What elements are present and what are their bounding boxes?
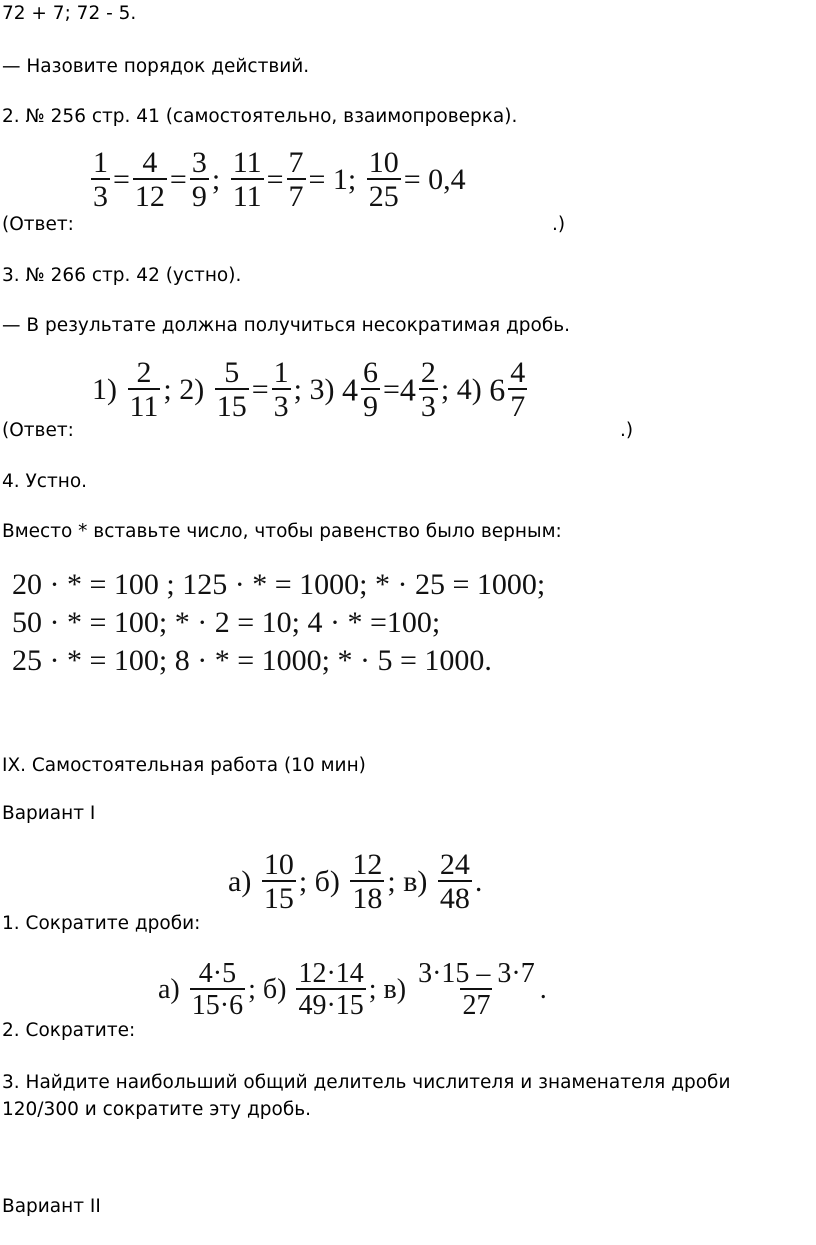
- equation-row: 50 · * = 100; * · 2 = 10; 4 · * =100;: [12, 606, 441, 639]
- line-task-1: 1. Сократите дроби:: [2, 913, 201, 934]
- variant-1-heading: Вариант I: [2, 803, 96, 824]
- task-1-formula: а) $\frac{10}{15}$ ; б) $\frac{12}{18}$ ; в) $\frac{24}{48}$ .: [228, 848, 483, 915]
- equation-row: 20 · * = 100 ; 125 · * = 1000; * · 25 = 1000;: [12, 568, 546, 601]
- equation-row: 25 · * = 100; 8 · * = 1000; * · 5 = 1000.: [12, 644, 492, 677]
- variant-2-heading: Вариант II: [2, 1196, 101, 1217]
- line-irreducible-note: — В результате должна получиться несократимая дробь.: [2, 315, 571, 336]
- line-task-2: 2. Сократите:: [2, 1020, 136, 1041]
- line-order-question: — Назовите порядок действий.: [2, 56, 310, 77]
- line-task-266: 3. № 266 стр. 42 (устно).: [2, 265, 242, 286]
- line-task-3b: 120/300 и сократите эту дробь.: [2, 1099, 312, 1120]
- line-task-256: 2. № 256 стр. 41 (самостоятельно, взаимопроверка).: [2, 106, 518, 127]
- answer-1-formula: $\frac{1}{3}$ = $\frac{4}{12}$ = $\frac{3}{9}$ ; $\frac{11}{11}$ = $\frac{7}{7}$ = 1; $\frac{10}{25}$ = 0,4: [93, 146, 466, 213]
- line-answer-2-prefix: (Ответ:: [2, 420, 74, 441]
- line-oral: 4. Устно.: [2, 471, 88, 492]
- line-answer-1-suffix: .): [552, 214, 566, 235]
- answer-2-formula: 1) $\frac{2}{11}$ ; 2) $\frac{5}{15}$ = $\frac{1}{3}$ ; 3) 4 $\frac{6}{9}$ =4 $\frac{2}{3}$ ; 4) 6 $\frac{4}{7}$: [92, 356, 526, 423]
- task-2-formula: а) $\frac{4\cdot 5}{15\cdot 6}$ ; б) $\frac{12\cdot 14}{49\cdot 15}$ ; в) $\frac{3\cdot 15 - 3\cdot 7}{27}$ .: [158, 958, 547, 1021]
- section-heading: IX. Самостоятельная работа (10 мин): [2, 755, 366, 776]
- line-task-3a: 3. Найдите наибольший общий делитель числителя и знаменателя дроби: [2, 1072, 731, 1093]
- line-insert-number: Вместо * вставьте число, чтобы равенство было верным:: [2, 521, 562, 542]
- line-answer-2-suffix: .): [620, 420, 634, 441]
- equations-block: [12, 566, 545, 680]
- line-expressions: 72 + 7; 72 - 5.: [2, 3, 137, 24]
- line-answer-1-prefix: (Ответ:: [2, 214, 74, 235]
